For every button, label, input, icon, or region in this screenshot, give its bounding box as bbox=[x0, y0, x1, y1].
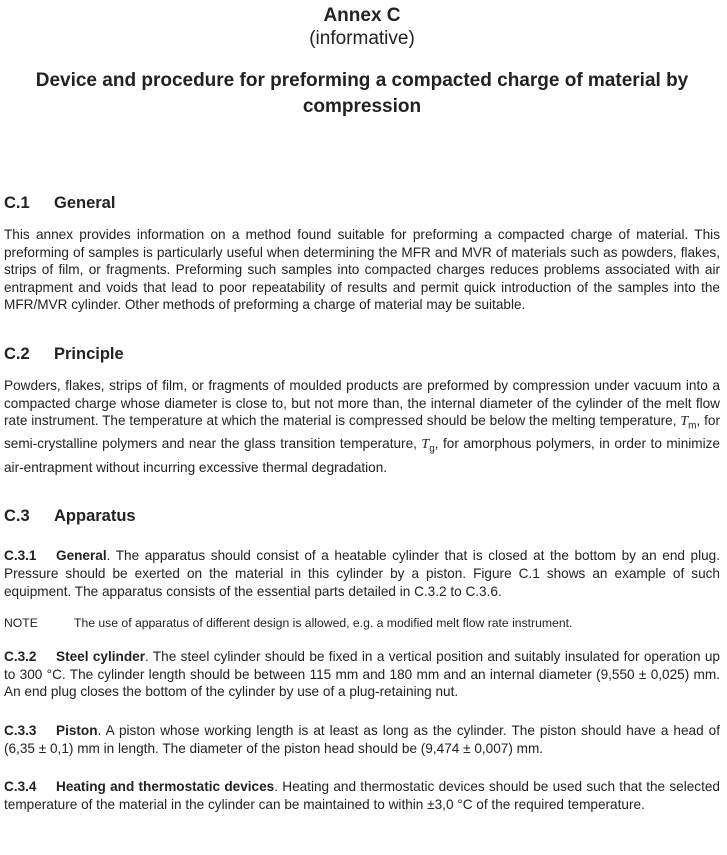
symbol-tm: T bbox=[680, 414, 689, 430]
document-page bbox=[4, 0, 720, 813]
section-heading-c1 bbox=[4, 193, 720, 213]
section-heading-c3 bbox=[4, 506, 720, 526]
section-title: Principle bbox=[54, 344, 124, 363]
subsection-c31-paragraph bbox=[4, 547, 720, 600]
subsection-text: . The apparatus should consist of a heatable cylinder that is closed at the bottom by an end plug. Pressure should be exerted on the material in this cylinder by a piston. Figure C.1 shows an example of such equipment. The apparatus consists of the essential parts detailed in C.3.2 to C.3.6. bbox=[4, 548, 720, 599]
symbol-tg-subscript: g bbox=[429, 444, 435, 456]
subsection-title: Steel cylinder bbox=[56, 649, 145, 665]
subsection-c32-paragraph bbox=[4, 648, 720, 701]
document-heading bbox=[4, 68, 720, 120]
subsection-number: C.3.1 bbox=[4, 548, 37, 564]
subsection-title: Piston bbox=[56, 722, 98, 738]
section-title: Apparatus bbox=[54, 507, 136, 526]
section-c1-paragraph: This annex provides information on a method found suitable for preforming a compacted charge of material. This preforming of samples is particularly useful when determining the MFR and MVR of materials such as powders, flakes, strips of film, or fragments. Preforming such samples into compacted charges reduces problems associated with air entrapment and voids that lead to poor repeatability of results and permit quick introduction of the samples into the MFR/MVR cylinder. Other methods of preforming a charge of material may be suitable. bbox=[4, 227, 720, 313]
section-title: General bbox=[54, 194, 116, 212]
section-heading-c2 bbox=[4, 344, 720, 364]
annex-subtitle: (informative) bbox=[309, 28, 415, 49]
text-run: , for semi-crystalline polymers and near the glass transition temperature, bbox=[4, 413, 720, 452]
note bbox=[4, 615, 720, 631]
subsection-number: C.3.3 bbox=[4, 722, 37, 738]
section-number: C.3 bbox=[4, 507, 30, 526]
document-heading-line1: Device and procedure for preforming a compacted charge of material by bbox=[35, 70, 689, 91]
annex-title: Annex C bbox=[323, 5, 401, 26]
symbol-tg: T bbox=[421, 437, 430, 453]
subsection-text: . Heating and thermostatic devices should be used such that the selected temperature of the material in the cylinder can be maintained to within ±3,0 °C of the required temperature. bbox=[4, 779, 720, 812]
note-text: The use of apparatus of different design is allowed, e.g. a modified melt flow rate instrument. bbox=[74, 616, 573, 631]
note-tag: NOTE bbox=[4, 616, 38, 631]
subsection-c33-paragraph bbox=[4, 722, 720, 757]
subsection-number: C.3.4 bbox=[4, 779, 37, 795]
text-run: Powders, flakes, strips of film, or fragments of moulded products are preformed by compression under vacuum into a compacted charge whose diameter is close to, but not more than, the internal diameter of the cylinder of the melt flow rate instrument. The temperature at which the material is compressed should be below the melting temperature, bbox=[4, 377, 720, 429]
text-run: , for amorphous polymers, in order to minimize air-entrapment without incurring excessive thermal degradation. bbox=[4, 436, 720, 475]
section-number: C.1 bbox=[4, 194, 30, 212]
subsection-text: . A piston whose working length is at least as long as the cylinder. The piston should have a head of (6,35 ± 0,1) mm in length. The diameter of the piston head should be (9,474 ± 0,007) mm. bbox=[4, 722, 720, 756]
subsection-text: . The steel cylinder should be fixed in a vertical position and suitably insulated for operation up to 300 °C. The cylinder length should be between 115 mm and 180 mm and an internal diameter (9,550 ± 0,025) mm. An end plug closes the bottom of the cylinder by use of a plug-retaining nut. bbox=[4, 649, 720, 700]
section-number: C.2 bbox=[4, 344, 30, 363]
section-c2-paragraph bbox=[4, 377, 720, 476]
subsection-number: C.3.2 bbox=[4, 649, 37, 665]
subsection-c34-paragraph bbox=[4, 778, 720, 813]
subsection-title: General bbox=[56, 548, 107, 564]
document-heading-line2: compression bbox=[302, 96, 422, 117]
subsection-title: Heating and thermostatic devices bbox=[56, 779, 275, 795]
symbol-tm-subscript: m bbox=[688, 420, 697, 432]
